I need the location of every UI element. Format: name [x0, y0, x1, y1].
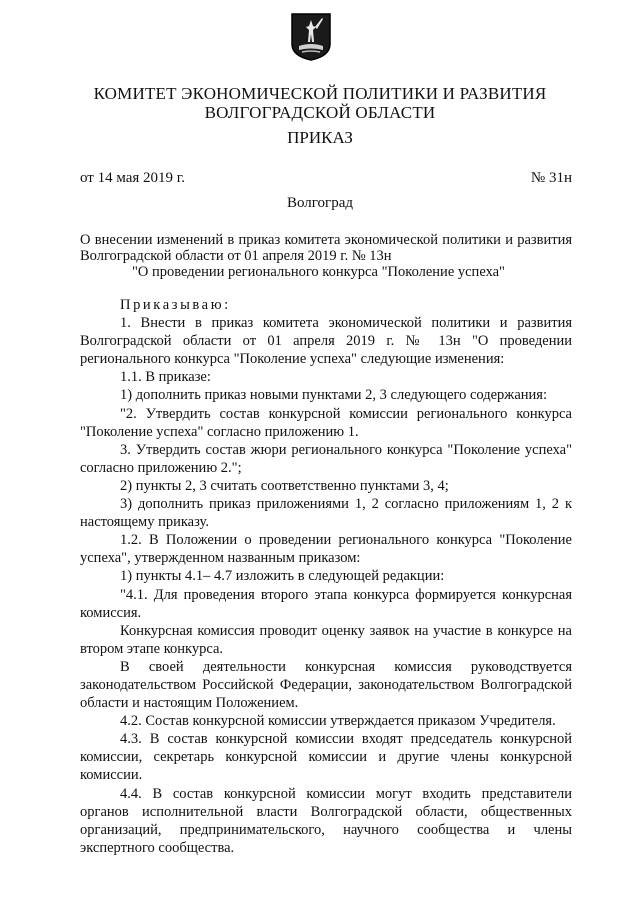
paragraph: 3. Утвердить состав жюри регионального конкурса "Поколение успеха" согласно приложению 2."; [80, 441, 572, 476]
paragraph: 4.3. В состав конкурсной комиссии входят председатель конкурсной комиссии, секретарь конкурсной комиссии и другие члены конкурсной комиссии. [80, 731, 572, 784]
paragraph: 1.2. В Положении о проведении регионального конкурса "Поколение успеха", утвержденном названным приказом: [80, 532, 572, 567]
paragraph: "4.1. Для проведения второго этапа конкурса формируется конкурсная комиссия. [80, 586, 572, 621]
paragraph: "2. Утвердить состав конкурсной комиссии регионального конкурса "Поколение успеха" согласно приложению 1. [80, 405, 572, 440]
document-body [80, 296, 572, 857]
document-number: № 31н [530, 170, 572, 186]
paragraph: В своей деятельности конкурсная комиссия руководствуется законодательством Российской Федерации, законодательством Волгоградской области и настоящим Положением. [80, 658, 572, 712]
paragraph: 2) пункты 2, 3 считать соответственно пунктами 3, 4; [120, 477, 449, 494]
paragraph: 4.2. Состав конкурсной комиссии утверждается приказом Учредителя. [120, 713, 556, 730]
document-date: от 14 мая 2019 г. [80, 170, 186, 186]
document-type: ПРИКАЗ [287, 128, 353, 147]
volgograd-emblem-icon [290, 12, 332, 62]
paragraph: 1) пункты 4.1– 4.7 изложить в следующей редакции: [120, 568, 445, 585]
document-subject [80, 232, 572, 280]
order-word: Приказываю: [120, 297, 231, 313]
org-name-line1: КОМИТЕТ ЭКОНОМИЧЕСКОЙ ПОЛИТИКИ И РАЗВИТИЯ [93, 84, 547, 103]
org-name-line2: ВОЛГОГРАДСКОЙ ОБЛАСТИ [204, 103, 436, 122]
paragraph: 4.4. В состав конкурсной комиссии могут входить представители органов исполнительной власти Волгоградской области, общественных организаций, предпринимательского, научного сообщества и члены экспертного сообщества. [80, 785, 572, 856]
subject-line2: "О проведении регионального конкурса "Поколение успеха" [132, 264, 505, 280]
paragraph: 1. Внести в приказ комитета экономической политики и развития Волгоградской области от 01 апреля 2019 г. № 13н "О проведении регионального конкурса "Поколение успеха" следующие изменения: [80, 315, 572, 368]
paragraph: 1.1. В приказе: [120, 369, 211, 386]
subject-line1: О внесении изменений в приказ комитета экономической политики и развития Волгоградской области от 01 апреля 2019 г. № 13н [80, 232, 572, 264]
paragraph: 3) дополнить приказ приложениями 1, 2 согласно приложениям 1, 2 к настоящему приказу. [80, 496, 572, 531]
paragraph: 1) дополнить приказ новыми пунктами 2, 3 следующего содержания: [120, 387, 547, 404]
paragraph: Конкурсная комиссия проводит оценку заявок на участие в конкурсе на втором этапе конкурса. [80, 622, 572, 657]
document-city: Волгоград [286, 195, 353, 211]
